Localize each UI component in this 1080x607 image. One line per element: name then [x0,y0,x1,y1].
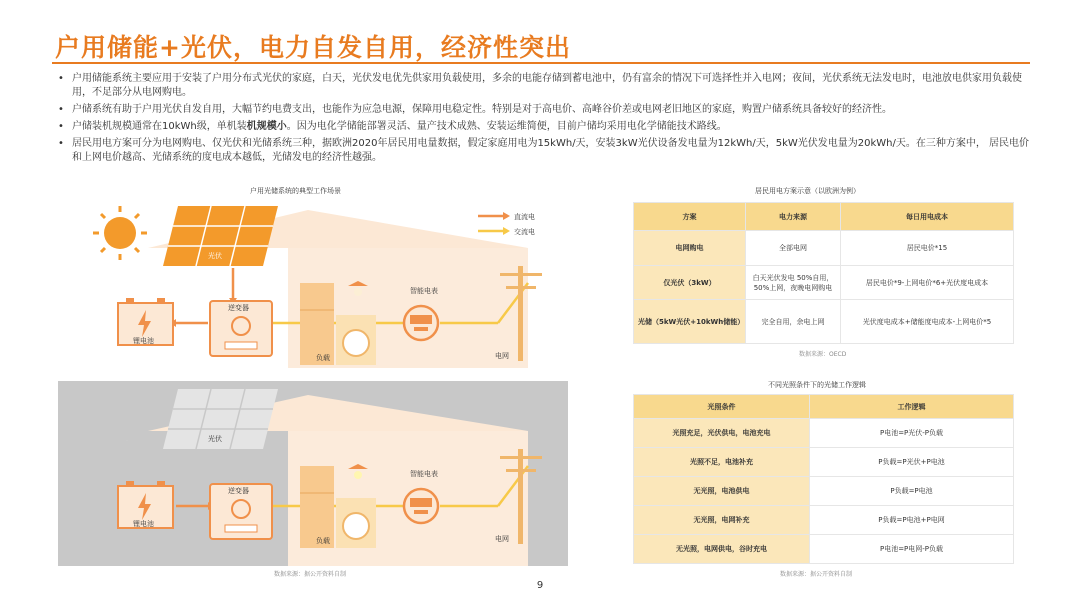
table-cell: 无光照，电网供电，谷时充电 [634,535,810,564]
table-cell: 白天光伏发电 50%自用，50%上网，夜晚电网购电 [746,266,841,300]
smart-meter-icon [404,489,438,523]
bullet-item: • 户储装机规模通常在10kWh级，单机装机规模小。因为电化学储能部署灵活、量产技术成熟、安装运维简便，目前户储均采用电化学储能技术路线。 [58,120,1033,134]
night-scene [58,381,568,566]
table-row [634,448,1014,477]
table-cell: 电网购电 [634,231,746,266]
scene-source: 数据来源：据公开资料自制 [274,571,347,578]
inverter-label: 逆变器 [228,487,249,495]
table-cell: P电池=P光伏-P负载 [810,419,1014,448]
grid-label: 电网 [495,535,509,543]
inverter-label: 逆变器 [228,304,249,312]
smart-meter-icon [404,306,438,340]
column-header: 光照条件 [634,395,810,419]
table-cell: P负载=P电池+P电网 [810,506,1014,535]
lighting-logic-table [633,394,1014,564]
table-cell: 居民电价*15 [841,231,1014,266]
pv-label: 光伏 [208,435,222,443]
table-cell: 全部电网 [746,231,841,266]
table1-caption: 居民用电方案示意（以欧洲为例） [755,187,860,195]
table-row [634,419,1014,448]
table-header-row [634,203,1014,231]
meter-label: 智能电表 [410,287,438,295]
table-cell: 居民电价*9-上网电价*6+光伏度电成本 [841,266,1014,300]
table-cell: 无光照，电池供电 [634,477,810,506]
title-divider [52,62,1030,64]
table2-source: 数据来源：据公开资料自制 [780,571,853,578]
table-cell: P负载=P电池 [810,477,1014,506]
legend-dc-label: 直流电 [514,213,535,221]
table-cell: P电池=P电网-P负载 [810,535,1014,564]
table-row [634,506,1014,535]
scene-caption: 户用光储系统的典型工作场景 [250,187,341,195]
legend-ac-label: 交流电 [514,228,535,236]
column-header: 工作逻辑 [810,395,1014,419]
table-cell: 仅光伏（3kW） [634,266,746,300]
bullet-list [58,72,1033,168]
sun-icon [93,206,147,260]
table1-source: 数据来源：OECD [799,351,847,358]
page-title: 户用储能+光伏，电力自发自用，经济性突出 [55,33,571,62]
page-number: 9 [536,580,544,591]
table2-caption: 不同光照条件下的光储工作逻辑 [768,381,866,389]
table-row [634,300,1014,344]
table-cell: 光照不足，电池补充 [634,448,810,477]
energy-plan-table [633,202,1014,344]
bullet-item: • 居民用电方案可分为电网购电、仅光伏和光储系统三种，据欧洲2020年居民用电量数据，假定家庭用电为15kWh/天，安装3kW光伏设备发电量为12kWh/天，5kW光伏发电量为20kWh/天。在三种方案中， 居民电价和上网电价越高、光储系统的度电成本越低，光储发电的经济性越强。 [58,137,1033,165]
load-label: 负载 [316,537,330,545]
grid-label: 电网 [495,352,509,360]
table-cell: P负载=P光伏+P电池 [810,448,1014,477]
column-header: 每日用电成本 [841,203,1014,231]
table-row [634,266,1014,300]
day-scene [58,198,568,370]
meter-label: 智能电表 [410,470,438,478]
table-row [634,477,1014,506]
bullet-item: • 户用储能系统主要应用于安装了户用分布式光伏的家庭，白天，光伏发电优先供家用负载使用，多余的电能存储到蓄电池中，仍有富余的情况下可选择性并入电网；夜间，光伏系统无法发电时，电池放电供家用负载使用，不足部分从电网购电。 [58,72,1033,100]
battery-label: 锂电池 [133,520,154,528]
table-cell: 无光照，电网补充 [634,506,810,535]
load-label: 负载 [316,354,330,362]
table-header-row [634,395,1014,419]
legend [478,212,535,236]
column-header: 方案 [634,203,746,231]
table-cell: 光伏度电成本+储能度电成本-上网电价*5 [841,300,1014,344]
battery-label: 锂电池 [133,337,154,345]
table-cell: 光储（5kW光伏+10kWh储能） [634,300,746,344]
pv-label: 光伏 [208,252,222,260]
bullet-item: • 户储系统有助于户用光伏自发自用，大幅节约电费支出，也能作为应急电源，保障用电稳定性。特别是对于高电价、高峰谷价差或电网老旧地区的家庭，购置户储系统具备较好的经济性。 [58,103,1033,117]
table-row [634,535,1014,564]
table-row [634,231,1014,266]
table-cell: 光照充足，光伏供电，电池充电 [634,419,810,448]
column-header: 电力来源 [746,203,841,231]
table-cell: 完全自用，余电上网 [746,300,841,344]
